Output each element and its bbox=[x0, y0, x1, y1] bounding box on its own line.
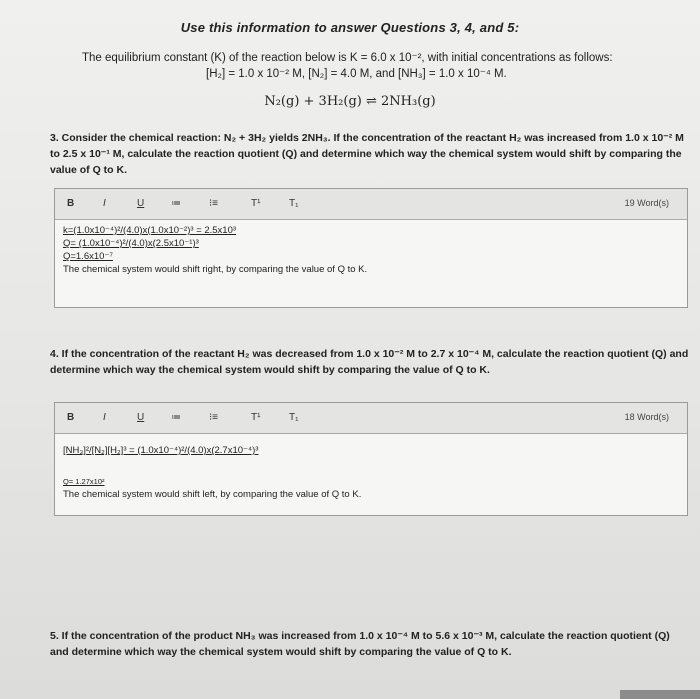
question-3-answer-editor[interactable] bbox=[54, 188, 688, 308]
underline-button[interactable]: U bbox=[137, 198, 145, 209]
superscript-button[interactable]: T¹ bbox=[251, 412, 261, 423]
answer-line: [NH₃]²/[N₂][H₂]³ = (1.0x10⁻⁴)²/(4.0)x(2.7x10⁻⁴)³ bbox=[63, 445, 259, 456]
superscript-button[interactable]: T¹ bbox=[251, 198, 261, 209]
bold-button[interactable]: B bbox=[67, 412, 75, 423]
answer-content[interactable] bbox=[55, 434, 687, 505]
numbered-list-icon[interactable]: ⁝≡ bbox=[209, 198, 219, 209]
reaction-equation: N₂(g) + 3H₂(g) ⇌ 2NH₃(g) bbox=[264, 94, 436, 109]
editor-toolbar bbox=[55, 189, 687, 220]
answer-line: Q= (1.0x10⁻⁴)²/(4.0)x(2.5x10⁻¹)³ bbox=[63, 238, 199, 249]
answer-line: k=(1.0x10⁻⁴)²/(4.0)x(1.0x10⁻²)³ = 2.5x10³ bbox=[63, 225, 237, 236]
answer-line: The chemical system would shift right, by comparing the value of Q to K. bbox=[63, 264, 368, 275]
question-4-answer-editor[interactable] bbox=[54, 402, 688, 516]
given-information bbox=[82, 50, 682, 82]
bullet-list-icon[interactable]: ≔ bbox=[171, 412, 181, 423]
answer-line: Q=1.6x10⁻⁷ bbox=[63, 251, 113, 262]
intro-line-concentrations: [H₂] = 1.0 x 10⁻² M, [N₂] = 4.0 M, and [NH₃] = 1.0 x 10⁻⁴ M. bbox=[206, 68, 507, 80]
italic-button[interactable]: I bbox=[103, 198, 106, 209]
question-3-text: 3. Consider the chemical reaction: N₂ + 3H₂ yields 2NH₃. If the concentration of the reactant H₂ was increased from 1.0 x 10⁻² M to 2.5 x 10⁻¹ M, calculate the reaction quotient (Q) and determine which way the chemical system would shift by comparing the value of Q to K. bbox=[50, 132, 684, 176]
subscript-button[interactable]: T₁ bbox=[289, 198, 299, 209]
italic-button[interactable]: I bbox=[103, 412, 106, 423]
next-editor-edge bbox=[620, 690, 700, 699]
bullet-list-icon[interactable]: ≔ bbox=[171, 198, 181, 209]
instructions-heading: Use this information to answer Questions 3, 4, and 5: bbox=[180, 20, 520, 35]
word-count: 18 Word(s) bbox=[624, 412, 669, 422]
underline-button[interactable]: U bbox=[137, 412, 145, 423]
intro-line-equilibrium: The equilibrium constant (K) of the reaction below is K = 6.0 x 10⁻², with initial concentrations as follows: bbox=[82, 52, 613, 64]
bold-button[interactable]: B bbox=[67, 198, 75, 209]
answer-line: The chemical system would shift left, by comparing the value of Q to K. bbox=[63, 489, 362, 500]
numbered-list-icon[interactable]: ⁝≡ bbox=[209, 412, 219, 423]
subscript-button[interactable]: T₁ bbox=[289, 412, 299, 423]
question-5-text: 5. If the concentration of the product NH₃ was increased from 1.0 x 10⁻⁴ M to 5.6 x 10⁻³ M, calculate the reaction quotient (Q) and determine which way the chemical system would shift by comparing the value of Q to K. bbox=[50, 630, 670, 658]
answer-line: Q= 1.27x10² bbox=[63, 477, 105, 486]
word-count: 19 Word(s) bbox=[624, 198, 669, 208]
question-4-text: 4. If the concentration of the reactant H₂ was decreased from 1.0 x 10⁻² M to 2.7 x 10⁻⁴ M, calculate the reaction quotient (Q) and determine which way the chemical system would shift by comparing the value of Q to K. bbox=[50, 348, 689, 376]
editor-toolbar bbox=[55, 403, 687, 434]
answer-content[interactable] bbox=[55, 220, 687, 280]
